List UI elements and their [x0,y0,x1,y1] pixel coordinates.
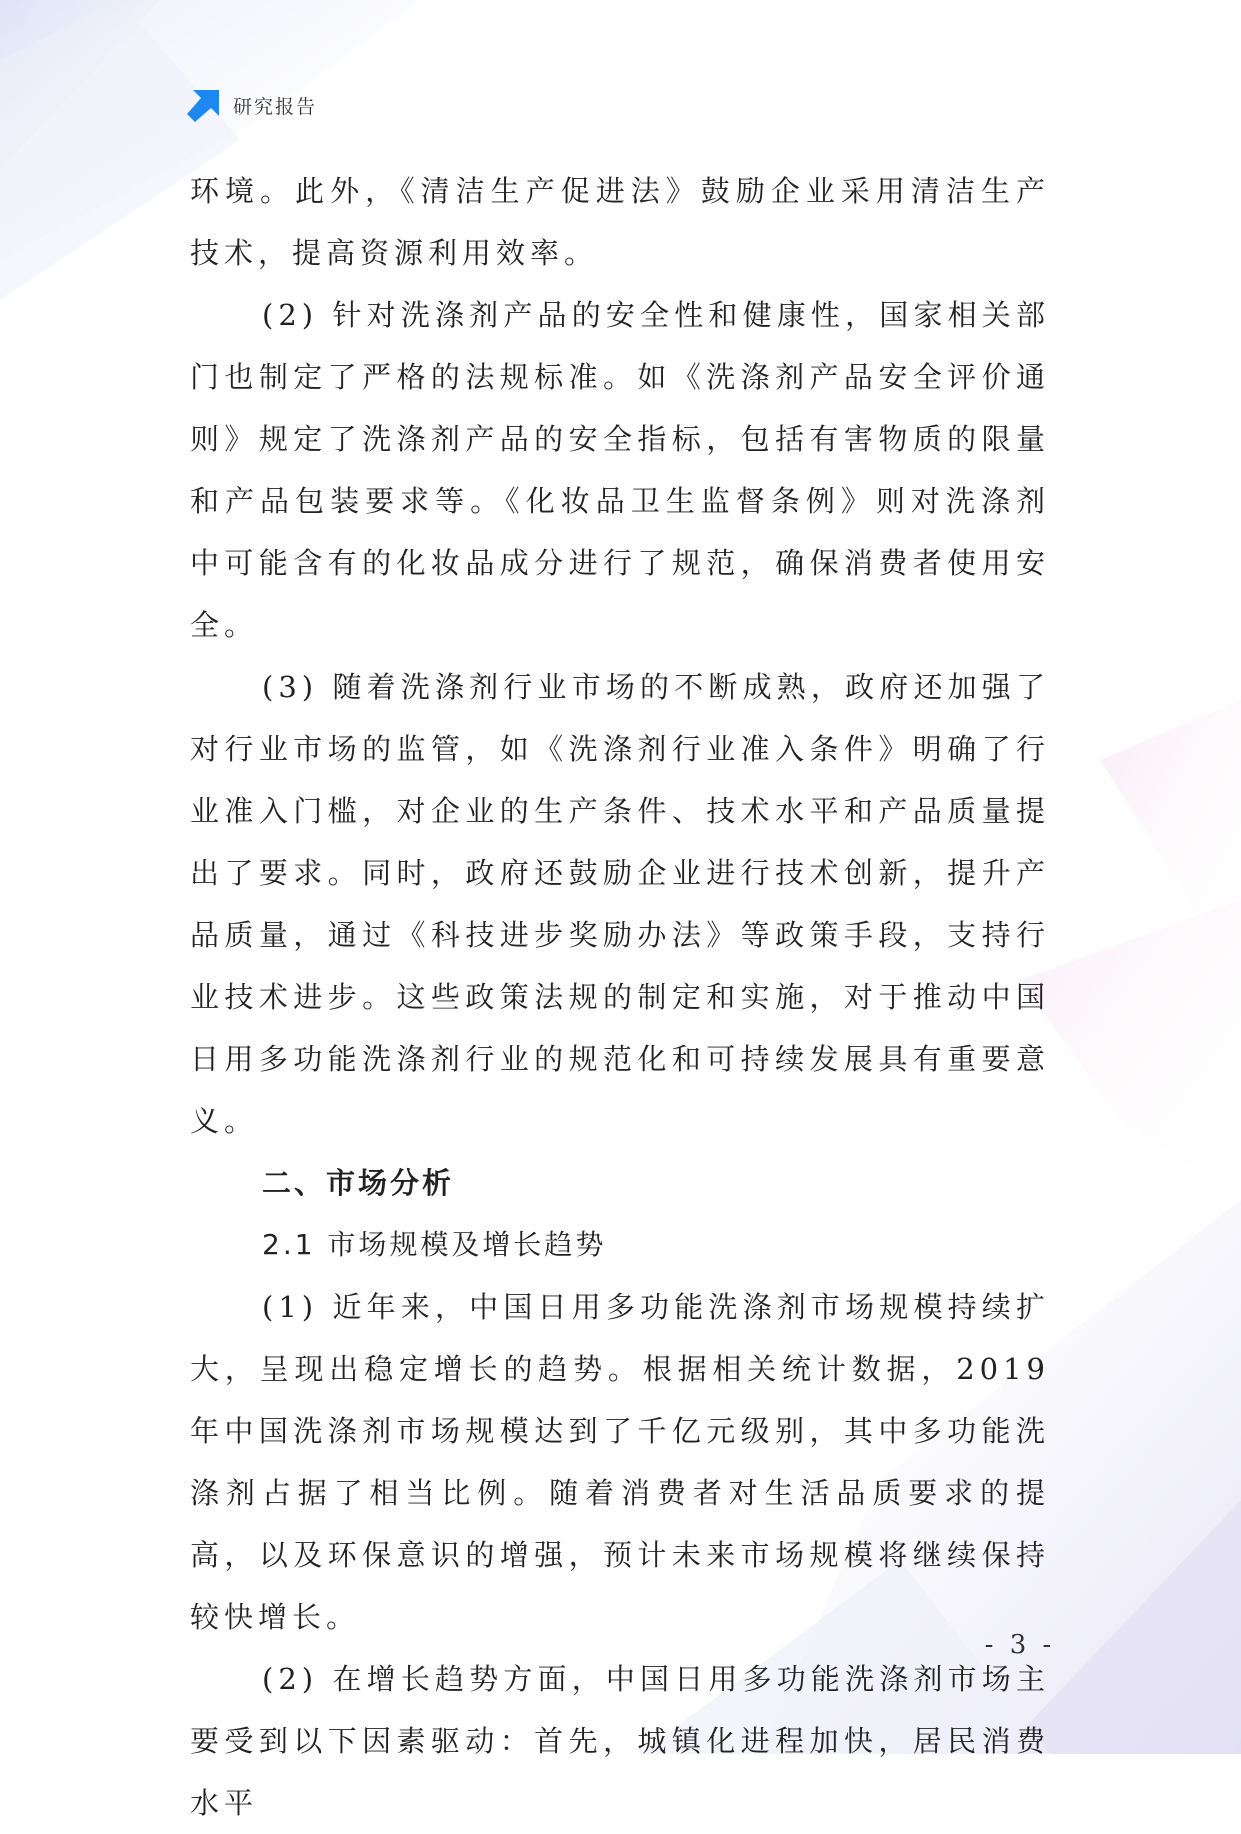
page-number: - 3 - [984,1630,1056,1660]
paragraph: (2) 在增长趋势方面，中国日用多功能洗涤剂市场主要受到以下因素驱动：首先，城镇化进程加快，居民消费水平 [190,1662,1050,1820]
report-header [187,88,317,122]
paragraph: (2) 针对洗涤剂产品的安全性和健康性，国家相关部门也制定了严格的法规标准。如《洗涤剂产品安全评价通则》规定了洗涤剂产品的安全指标，包括有害物质的限量和产品包装要求等。《化妆品卫生监督条例》则对洗涤剂中可能含有的化妆品成分进行了规范，确保消费者使用安全。 [190,298,1050,642]
paragraph: (3) 随着洗涤剂行业市场的不断成熟，政府还加强了对行业市场的监管，如《洗涤剂行业准入条件》明确了行业准入门槛，对企业的生产条件、技术水平和产品质量提出了要求。同时，政府还鼓励企业进行技术创新，提升产品质量，通过《科技进步奖励办法》等政策手段，支持行业技术进步。这些政策法规的制定和实施，对于推动中国日用多功能洗涤剂行业的规范化和可持续发展具有重要意义。 [190,670,1050,1138]
paragraph: 环境。此外，《清洁生产促进法》鼓励企业采用清洁生产技术，提高资源利用效率。 [190,174,1050,270]
header-title: 研究报告 [233,95,318,118]
document-body [190,160,1050,1834]
paragraph: (1) 近年来，中国日用多功能洗涤剂市场规模持续扩大，呈现出稳定增长的趋势。根据相关统计数据，2019 年中国洗涤剂市场规模达到了千亿元级别，其中多功能洗涤剂占据了相当比例。随着消费者对生活品质要求的提高，以及环保意识的增强，预计未来市场规模将继续保持较快增长。 [190,1290,1050,1634]
section-heading: 二、市场分析 [262,1166,455,1200]
arrow-logo-icon [187,88,221,122]
subsection-heading: 2.1 市场规模及增长趋势 [262,1228,607,1261]
